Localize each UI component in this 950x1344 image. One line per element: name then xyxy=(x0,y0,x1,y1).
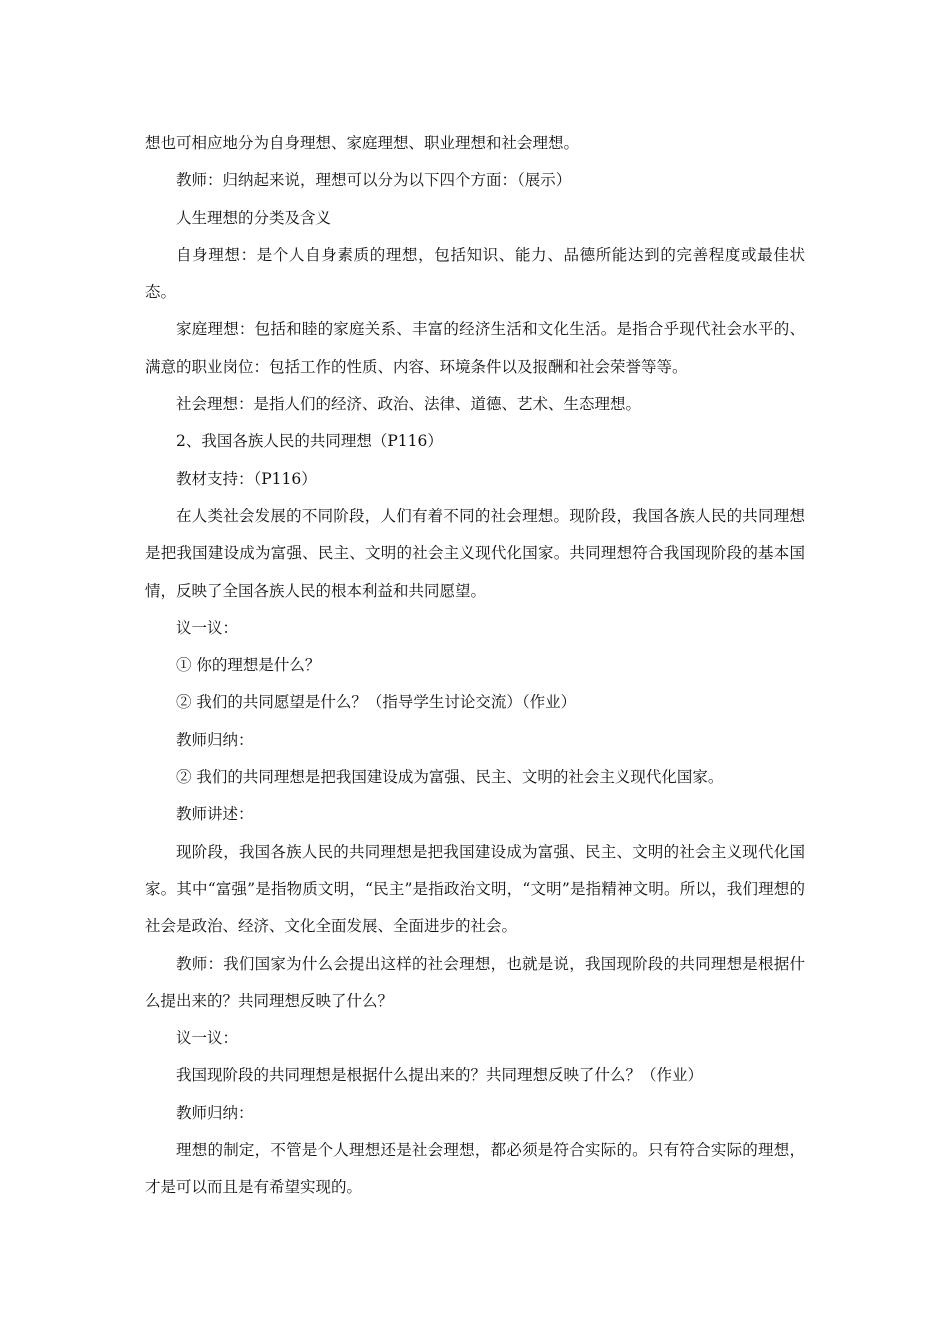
paragraph: 社会理想：是指人们的经济、政治、法律、道德、艺术、生态理想。 xyxy=(176,395,642,414)
section-heading: 人生理想的分类及含义 xyxy=(176,208,332,227)
list-item: ② 我们的共同愿望是什么？（指导学生讨论交流）（作业） xyxy=(176,693,577,712)
paragraph: 教师归纳： xyxy=(176,1103,254,1122)
paragraph: 教师归纳： xyxy=(176,730,254,749)
paragraph: 自身理想：是个人自身素质的理想，包括知识、能力、品德所能达到的完善程度或最佳状态。 xyxy=(145,245,805,302)
paragraph: 理想的制定，不管是个人理想还是社会理想，都必须是符合实际的。只有符合实际的理想，才是可以而且是有希望实现的。 xyxy=(145,1141,805,1197)
list-item: ① 你的理想是什么？ xyxy=(176,656,321,675)
paragraph: 想也可相应地分为自身理想、家庭理想、职业理想和社会理想。 xyxy=(145,134,580,152)
paragraph: 我国现阶段的共同理想是根据什么提出来的？共同理想反映了什么？（作业） xyxy=(176,1066,704,1085)
paragraph: 教师讲述： xyxy=(176,805,254,824)
paragraph: 家庭理想：包括和睦的家庭关系、丰富的经济生活和文化生活。是指合乎现代社会水平的、满意的职业岗位：包括工作的性质、内容、环境条件以及报酬和社会荣誉等等。 xyxy=(145,320,805,376)
paragraph: 议一议： xyxy=(176,1029,239,1048)
section-heading: 2、我国各族人民的共同理想（P116） xyxy=(176,432,443,451)
list-item: ② 我们的共同理想是把我国建设成为富强、民主、文明的社会主义现代化国家。 xyxy=(176,768,724,787)
paragraph: 教师：我们国家为什么会提出这样的社会理想，也就是说，我国现阶段的共同理想是根据什么提出来的？共同理想反映了什么？ xyxy=(145,954,805,1010)
paragraph: 议一议： xyxy=(176,618,239,637)
document-body xyxy=(145,125,805,1207)
paragraph: 教师：归纳起来说，理想可以分为以下四个方面：（展示） xyxy=(176,171,572,190)
paragraph: 教材支持：（P116） xyxy=(176,469,317,488)
paragraph: 现阶段，我国各族人民的共同理想是把我国建设成为富强、民主、文明的社会主义现代化国家。其中“富强”是指物质文明，“民主”是指政治文明，“文明”是指精神文明。所以，我们理想的社会是政治、经济、文化全面发展、全面进步的社会。 xyxy=(145,842,805,936)
paragraph: 在人类社会发展的不同阶段，人们有着不同的社会理想。现阶段，我国各族人民的共同理想是把我国建设成为富强、民主、文明的社会主义现代化国家。共同理想符合我国现阶段的基本国情，反映了全国各族人民的根本利益和共同愿望。 xyxy=(145,506,805,600)
